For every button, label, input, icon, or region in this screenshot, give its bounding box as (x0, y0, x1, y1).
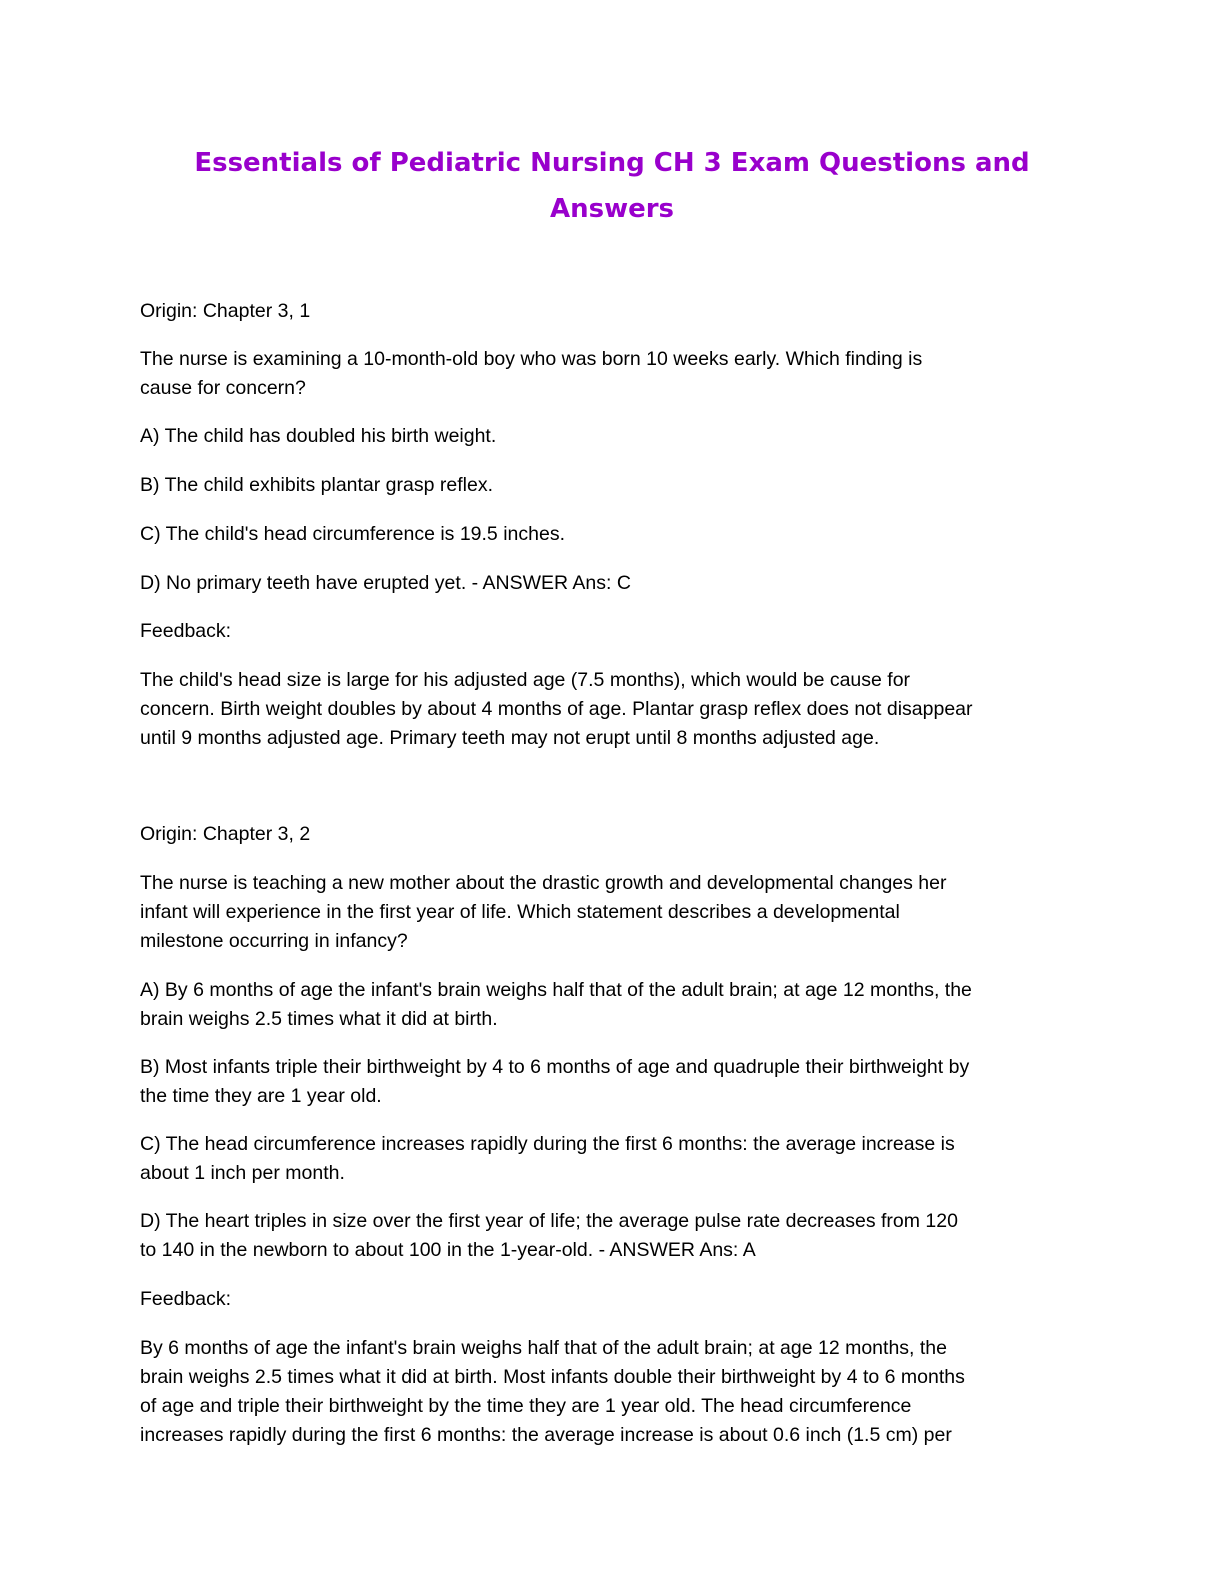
document-title (140, 140, 1084, 232)
answer-option-d: D) No primary teeth have erupted yet. - ANSWER Ans: C (140, 572, 631, 594)
answer-option-line: to 140 in the newborn to about 100 in the 1-year-old. - ANSWER Ans: A (140, 1239, 756, 1261)
answer-option-b: B) The child exhibits plantar grasp reflex. (140, 474, 493, 496)
feedback-line: concern. Birth weight doubles by about 4 months of age. Plantar grasp reflex does not disappear (140, 698, 973, 720)
question-stem-line: cause for concern? (140, 377, 306, 399)
question-origin: Origin: Chapter 3, 1 (140, 300, 311, 322)
answer-option-line: about 1 inch per month. (140, 1162, 345, 1184)
answer-option-line: brain weighs 2.5 times what it did at birth. (140, 1008, 498, 1030)
question-stem-line: milestone occurring in infancy? (140, 930, 408, 952)
feedback-line: of age and triple their birthweight by the time they are 1 year old. The head circumference (140, 1395, 912, 1417)
answer-option-b (140, 1053, 1084, 1111)
answer-option-c (140, 1130, 1084, 1188)
answer-option-line: D) The heart triples in size over the first year of life; the average pulse rate decreases from 120 (140, 1210, 958, 1232)
title-line: Essentials of Pediatric Nursing CH 3 Exam Questions and (194, 148, 1030, 178)
feedback-line: until 9 months adjusted age. Primary teeth may not erupt until 8 months adjusted age. (140, 727, 880, 749)
question-stem-line: infant will experience in the first year of life. Which statement describes a developmental (140, 901, 900, 923)
answer-option-d (140, 1207, 1084, 1265)
answer-option-line: A) By 6 months of age the infant's brain weighs half that of the adult brain; at age 12 months, the (140, 979, 972, 1001)
question-stem (140, 345, 1084, 403)
feedback-label: Feedback: (140, 620, 232, 642)
answer-option-a: A) The child has doubled his birth weight. (140, 425, 497, 447)
feedback-line: brain weighs 2.5 times what it did at birth. Most infants double their birthweight by 4 to 6 months (140, 1366, 965, 1388)
feedback-line: increases rapidly during the first 6 months: the average increase is about 0.6 inch (1.5 cm) per (140, 1424, 952, 1446)
question-stem-line: The nurse is examining a 10-month-old boy who was born 10 weeks early. Which finding is (140, 348, 923, 370)
feedback-line: By 6 months of age the infant's brain weighs half that of the adult brain; at age 12 months, the (140, 1337, 947, 1359)
answer-option-line: the time they are 1 year old. (140, 1085, 382, 1107)
answer-option-a (140, 976, 1084, 1034)
answer-option-line: C) The head circumference increases rapidly during the first 6 months: the average increase is (140, 1133, 955, 1155)
question-origin: Origin: Chapter 3, 2 (140, 823, 311, 845)
feedback-line: The child's head size is large for his adjusted age (7.5 months), which would be cause for (140, 669, 911, 691)
question-stem-line: The nurse is teaching a new mother about the drastic growth and developmental changes her (140, 872, 947, 894)
feedback-label: Feedback: (140, 1288, 232, 1310)
feedback-text (140, 1334, 1084, 1450)
title-line: Answers (549, 194, 675, 224)
feedback-text (140, 666, 1084, 753)
answer-option-line: B) Most infants triple their birthweight by 4 to 6 months of age and quadruple their birthweight by (140, 1056, 970, 1078)
answer-option-c: C) The child's head circumference is 19.5 inches. (140, 523, 565, 545)
question-stem (140, 869, 1084, 956)
